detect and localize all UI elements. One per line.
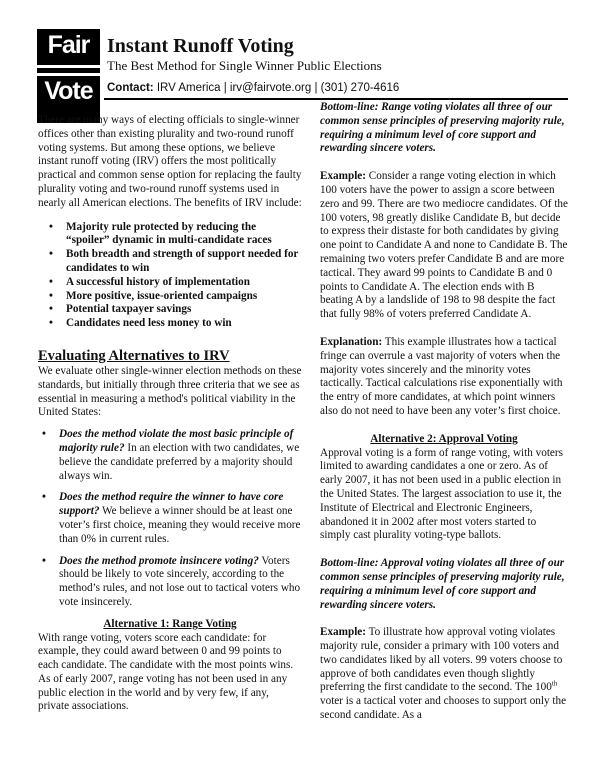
logo-divider xyxy=(37,65,100,68)
benefits-list xyxy=(38,221,302,331)
header-rule xyxy=(104,98,568,100)
criterion-answer: Voters should be likely to vote sincerely, according to the method’s rules, and not lose out to tactical voters who vote insincerely. xyxy=(59,554,301,608)
page-subtitle: The Best Method for Single Winner Public Elections xyxy=(107,58,382,73)
example-label: Example: xyxy=(320,170,366,183)
example-text: To illustrate how approval voting violates majority rule, consider a primary with 100 voters and two candidates liked by all voters. 99 voters choose to approve of both candidates even though slightly preferring the first candidate to the second. The 100 xyxy=(320,626,563,694)
evaluating-heading: Evaluating Alternatives to IRV xyxy=(38,347,230,364)
criterion-item xyxy=(38,555,302,610)
criterion-answer: In an election with two candidates, we believe the candidate preferred by a majority should always win. xyxy=(59,441,300,482)
benefit-item: • Both breadth and strength of support needed for candidates to win xyxy=(38,248,302,276)
alt2-paragraph: Approval voting is a form of range voting, with voters limited to awarding candidates a one or zero. As of early 2007, it has not been used in a public election in the United States. The largest association to use it, the Institute of Electrical and Electronic Engineers, abandoned it in 2002 after most voters started to simply cast plurality voting-type ballots. xyxy=(320,446,563,542)
criterion-item xyxy=(38,428,302,483)
contact-label: Contact: xyxy=(107,82,154,94)
example-text: Consider a range voting election in which 100 voters have the power to assign a score between zero and 99. There are two mediocre candidates. Of the 100 voters, 98 greatly dislike Candidate B, but decide to express their distaste for both candidates by giving one point to Candidate A and none to Candidate B. The remaining two voters prefer Candidate B and are more tactical. They award 99 points to Candidate B and 0 points to Candidate A. The election ends with B beating A by a landslide of 198 to 98 despite the fact that fully 98% of voters preferred Candidate A. xyxy=(320,170,568,321)
benefit-item: • Majority rule protected by reducing the “spoiler” dynamic in multi-candidate races xyxy=(38,221,302,249)
left-column xyxy=(38,114,302,714)
benefit-item: • More positive, issue-oriented campaigns xyxy=(38,290,302,304)
benefit-item: • Potential taxpayer savings xyxy=(38,303,302,317)
alt1-paragraph: With range voting, voters score each candidate: for example, they could award between 0 and 99 points to each candidate. The candidate with the most points wins. As of early 2007, range voting has not been used in any public election in the world and by very few, if any, private associations. xyxy=(38,631,294,713)
ordinal-suffix: th xyxy=(551,679,558,688)
benefit-item: • A successful history of implementation xyxy=(38,276,302,290)
explanation-label: Explanation: xyxy=(320,335,383,348)
criterion-question: Does the method require the winner to have core support? xyxy=(59,491,284,518)
benefit-item: • Candidates need less money to win xyxy=(38,317,302,331)
right-column xyxy=(320,101,568,723)
contact-line xyxy=(107,81,399,95)
explanation-text: This example illustrates how a tactical fringe can overrule a vast majority of voters when the majority votes sincerely and the minority votes tactically. Tactical calculations rise exponentially with the entry of more candidates, at which point winners also do not need to have been any voter’s first choice. xyxy=(320,335,563,417)
example-text-continued: voter is a tactical voter and chooses to support only the second candidate. As a xyxy=(320,695,567,722)
example-label: Example: xyxy=(320,626,366,639)
criterion-question: Does the method violate the most basic principle of majority rule? xyxy=(59,428,294,454)
evaluating-paragraph: We evaluate other single-winner election methods on these standards, but initially through three criteria that we see as essential in measuring a method's political viability in the United States: xyxy=(38,364,302,419)
alt2-heading: Alternative 2: Approval Voting xyxy=(370,432,518,445)
criterion-answer: We believe a winner should be at least one voter’s first choice, meaning they would receive more than 0% in current rules. xyxy=(59,505,301,545)
logo-word-fair: Fair xyxy=(47,31,90,59)
intro-paragraph: There are many ways of electing officials to single-winner offices other than existing plurality and two-round runoff voting systems. But among these options, we believe instant runoff voting (IRV) offers the most politically practical and common sense option for replacing the faulty plurality voting and two-round runoff systems used in nearly all American elections. The benefits of IRV include: xyxy=(38,114,302,209)
logo-word-vote: Vote xyxy=(44,77,93,105)
contact-details: IRV America | irv@fairvote.org | (301) 270-4616 xyxy=(153,82,400,94)
alt1-bottom-line: Bottom-line: Range voting violates all three of our common sense principles of preserving majority rule, requiring a minimum level of core support and rewarding sincere voters. xyxy=(320,101,565,155)
alt2-example xyxy=(320,626,568,723)
alt1-heading: Alternative 1: Range Voting xyxy=(103,617,237,630)
fairvote-logo xyxy=(37,29,100,123)
alt2-bottom-line: Bottom-line: Approval voting violates all three of our common sense principles of preserving majority rule, requiring a minimum level of core support and rewarding sincere voters. xyxy=(320,557,565,611)
page-title: Instant Runoff Voting xyxy=(107,35,294,57)
criterion-question: Does the method promote insincere voting? xyxy=(59,554,259,567)
alt1-example xyxy=(320,170,568,322)
alt1-explanation xyxy=(320,336,568,419)
criteria-list xyxy=(38,428,302,610)
logo-divider xyxy=(37,73,100,76)
criterion-item xyxy=(38,491,302,546)
